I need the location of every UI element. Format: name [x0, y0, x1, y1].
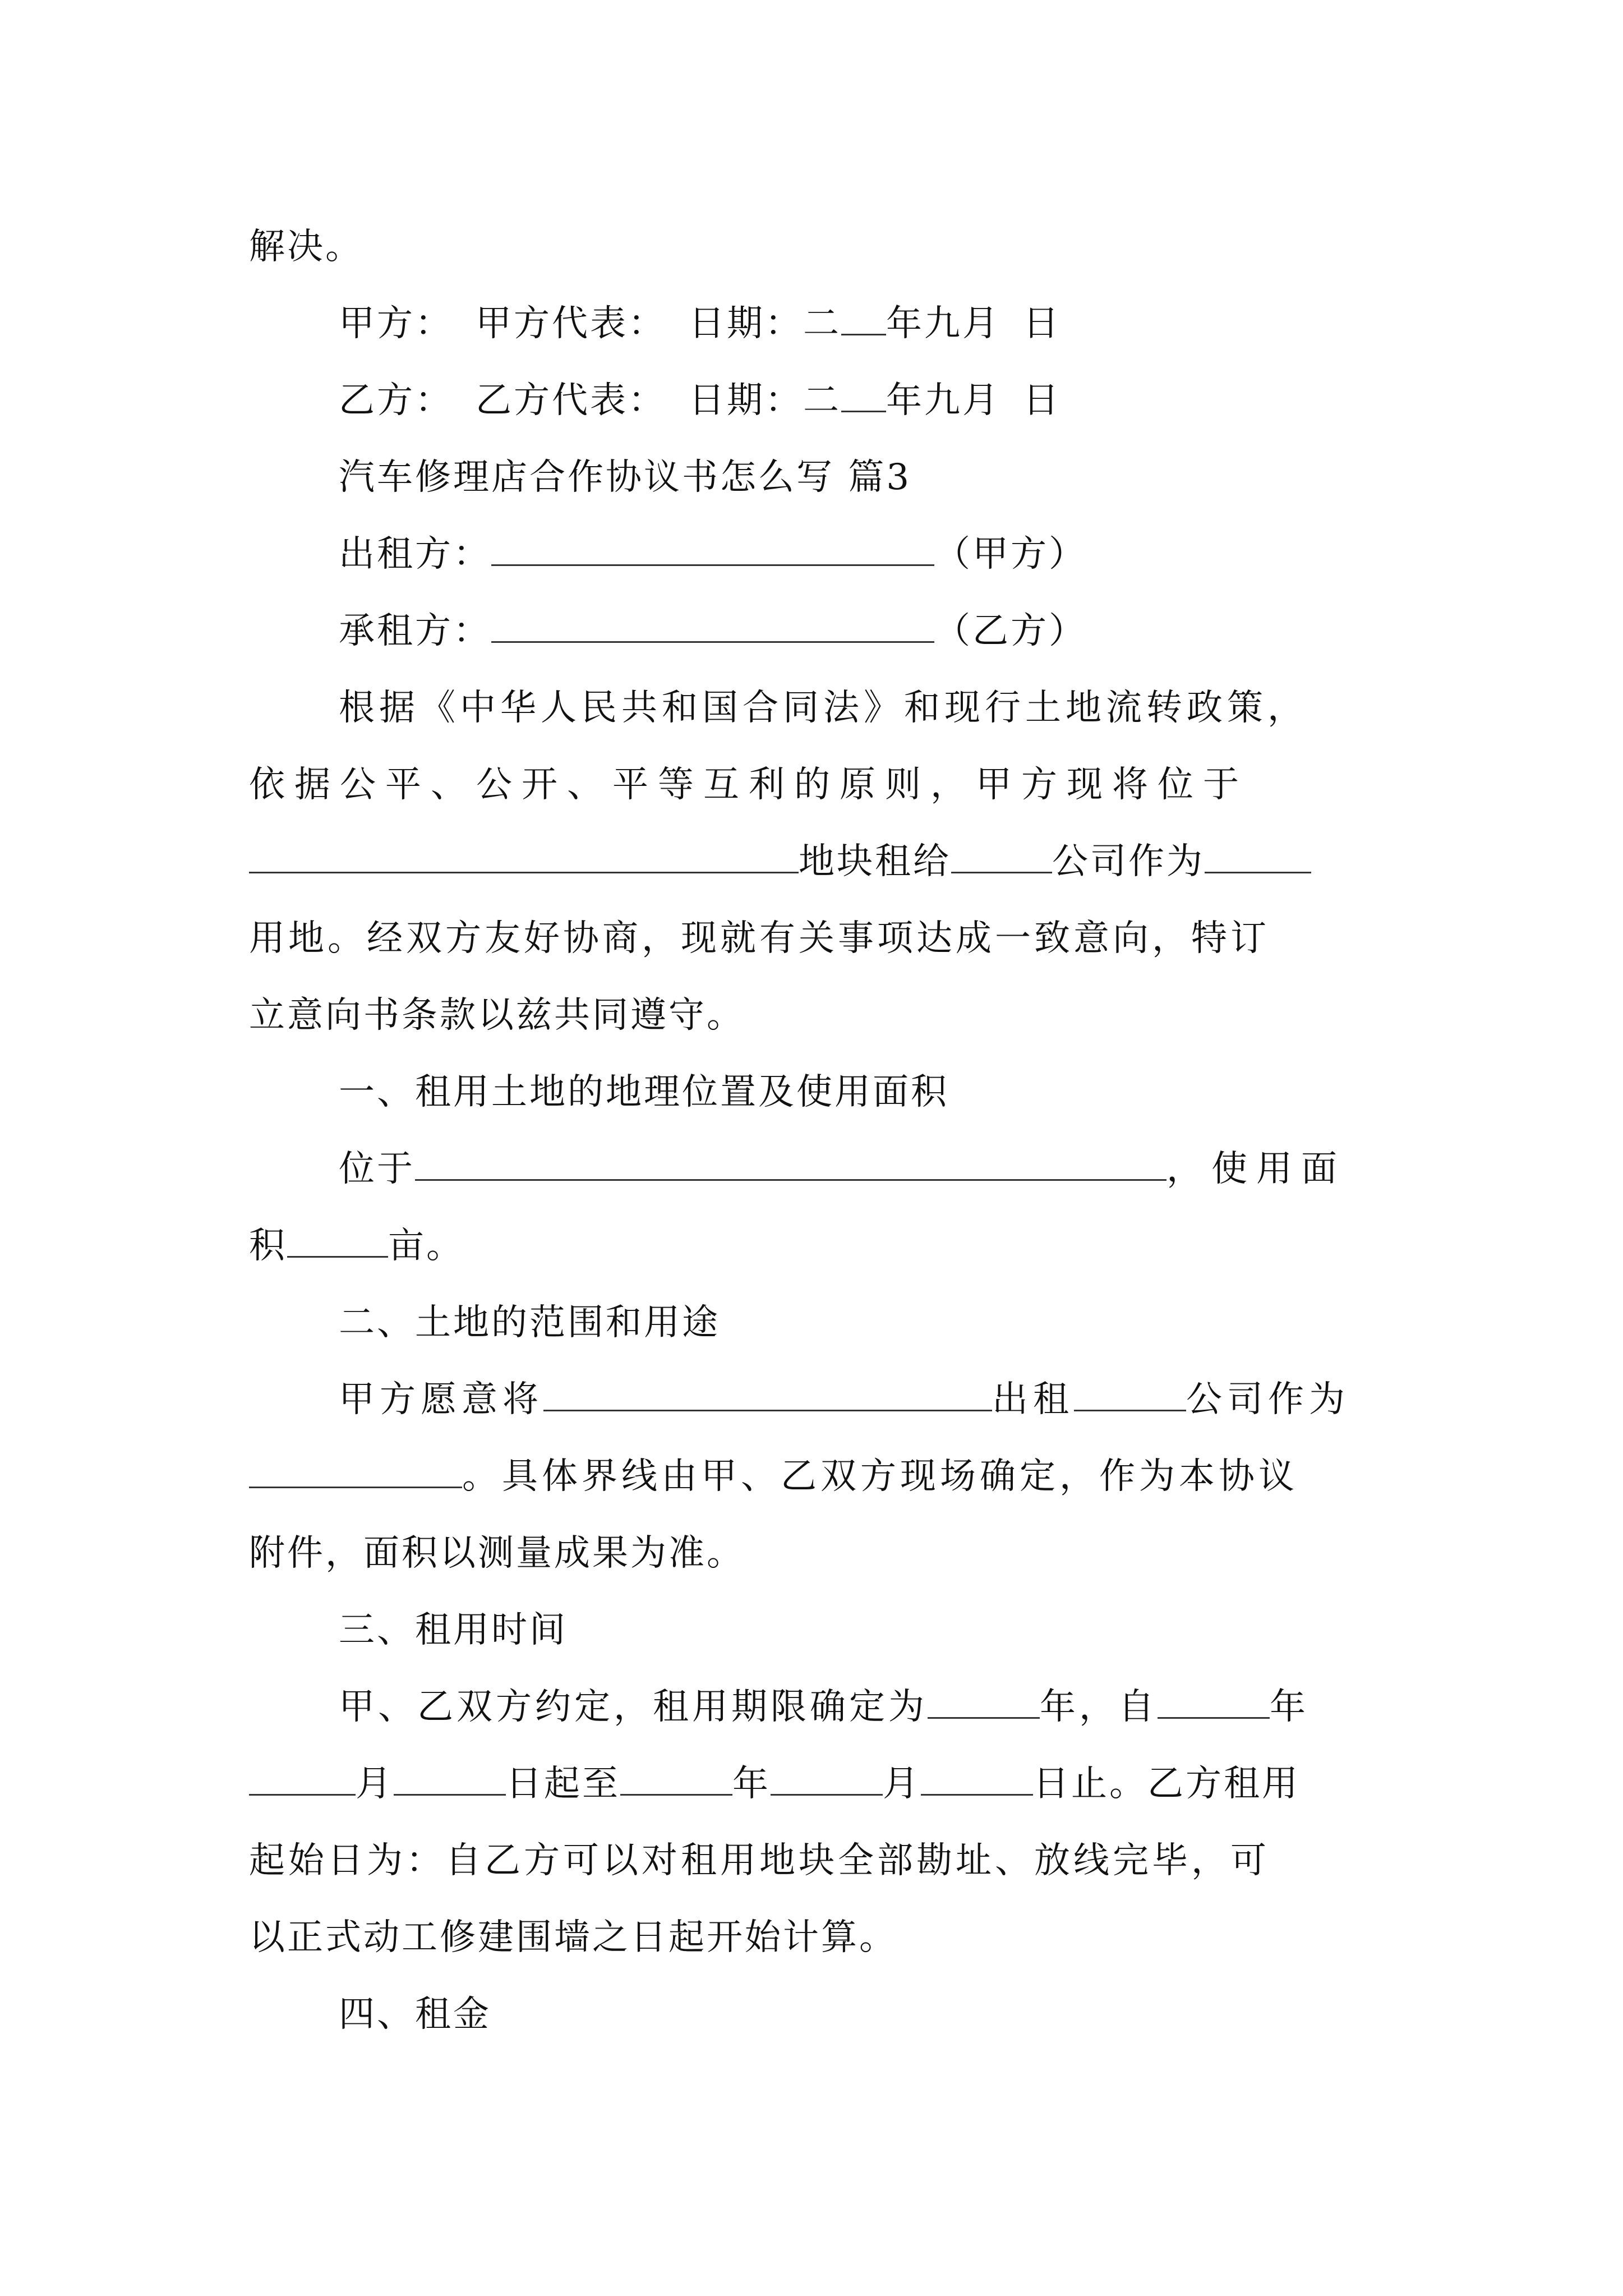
text-fragment: 亩。 [388, 1225, 464, 1267]
blank-field [1074, 1375, 1186, 1411]
text-line [249, 900, 1270, 977]
text-line [249, 209, 363, 286]
text-fragment: 公司作为 [1052, 841, 1205, 882]
text-line [249, 1438, 1298, 1515]
blank-field [1158, 1683, 1270, 1719]
blank-field [287, 1222, 388, 1258]
blank-field [620, 1760, 732, 1796]
blank-field [491, 607, 934, 643]
text-fragment: 起始日为：自乙方可以对租用地块全部勘址、放线完毕，可 [249, 1840, 1270, 1881]
blank-field [921, 1760, 1033, 1796]
signature-line-party-a [339, 286, 1061, 362]
clause-heading-text: 二、土地的范围和用途 [339, 1302, 720, 1343]
date-day: 日 [1023, 303, 1061, 344]
text-line [249, 1899, 897, 1976]
text-fragment: 年，自 [1040, 1686, 1158, 1728]
clause-heading [339, 1054, 949, 1131]
blank-field [928, 1683, 1040, 1719]
text-fragment: ，使用面 [1166, 1148, 1346, 1190]
text-line [249, 1746, 1300, 1823]
text-line [249, 1208, 464, 1285]
text-line [339, 1361, 1350, 1438]
lessor-suffix: （甲方） [934, 533, 1087, 575]
text-fragment: 年 [732, 1763, 771, 1805]
party-a-label: 甲方： [339, 303, 453, 344]
blank-field [249, 1760, 356, 1796]
party-b-representative-label: 乙方代表： [476, 380, 666, 421]
date-label: 日期：二 [689, 380, 841, 421]
text-fragment: 位于 [339, 1148, 415, 1190]
text-line [249, 1515, 745, 1592]
blank-field [415, 1145, 1166, 1181]
blank-field [491, 530, 934, 566]
text-fragment: 月 [356, 1763, 394, 1805]
blank-field [841, 376, 886, 412]
clause-heading [339, 1592, 568, 1669]
date-month: 年九月 [886, 303, 1000, 344]
text-line [339, 1131, 1346, 1208]
date-day: 日 [1023, 380, 1061, 421]
text-fragment: 依据公平、公开、平等互利的原则，甲方现将位于 [249, 764, 1248, 806]
lessee-label: 承租方： [339, 610, 491, 652]
text-fragment: 年 [1270, 1686, 1308, 1728]
blank-field [394, 1760, 506, 1796]
signature-line-party-b [339, 362, 1061, 439]
clause-heading [339, 1976, 491, 2053]
blank-field [771, 1760, 883, 1796]
lessor-line [339, 516, 1087, 593]
text-fragment: 立意向书条款以兹共同遵守。 [249, 995, 745, 1036]
section-title-text: 汽车修理店合作协议书怎么写 篇3 [339, 457, 912, 498]
text-fragment: 出租 [992, 1379, 1074, 1420]
text-line [249, 1823, 1270, 1899]
clause-heading-text: 三、租用时间 [339, 1609, 568, 1651]
text-line [339, 1669, 1308, 1746]
party-a-representative-label: 甲方代表： [476, 303, 666, 344]
text-fragment: 以正式动工修建围墙之日起开始计算。 [249, 1917, 897, 1958]
text-fragment: 甲、乙双方约定，租用期限确定为 [339, 1686, 928, 1728]
blank-field [249, 1452, 462, 1488]
text-fragment: 。具体界线由甲、乙双方现场确定，作为本协议 [462, 1456, 1298, 1497]
text-line [249, 823, 1311, 900]
text-fragment: 积 [249, 1225, 287, 1267]
text-fragment: 日起至 [506, 1763, 620, 1805]
text-line [339, 670, 1308, 747]
text-fragment: 地块租给 [799, 841, 951, 882]
text-fragment: 甲方愿意将 [339, 1379, 543, 1420]
clause-heading-text: 一、租用土地的地理位置及使用面积 [339, 1071, 949, 1113]
text-fragment: 公司作为 [1186, 1379, 1350, 1420]
date-label: 日期：二 [689, 303, 841, 344]
lessor-label: 出租方： [339, 533, 491, 575]
text-fragment: 解决。 [249, 226, 363, 268]
text-fragment: 用地。经双方友好协商，现就有关事项达成一致意向，特订 [249, 918, 1270, 959]
text-fragment: 日止。乙方租用 [1033, 1763, 1300, 1805]
clause-heading-text: 四、租金 [339, 1994, 491, 2035]
blank-field [841, 300, 886, 335]
text-line [249, 747, 1248, 823]
party-b-label: 乙方： [339, 380, 453, 421]
text-line [249, 977, 745, 1054]
blank-field [543, 1375, 992, 1411]
section-title [339, 439, 911, 516]
text-fragment: 附件，面积以测量成果为准。 [249, 1533, 745, 1574]
text-fragment: 根据《中华人民共和国合同法》和现行土地流转政策， [339, 687, 1308, 729]
date-month: 年九月 [886, 380, 1000, 421]
clause-heading [339, 1285, 720, 1361]
blank-field [249, 838, 799, 873]
lessee-line [339, 593, 1087, 670]
blank-field [1205, 838, 1311, 873]
blank-field [951, 838, 1052, 873]
lessee-suffix: （乙方） [934, 610, 1087, 652]
text-fragment: 月 [883, 1763, 921, 1805]
